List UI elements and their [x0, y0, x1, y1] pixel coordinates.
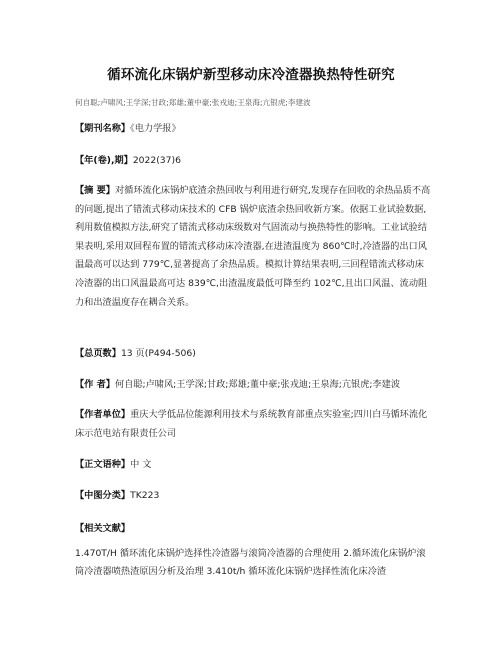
language-label: 【正文语种】 — [75, 459, 131, 470]
pages-label: 【总页数】 — [75, 348, 121, 359]
issue-value: 2022(37)6 — [132, 155, 181, 166]
journal-field — [75, 120, 431, 139]
abstract-field — [75, 182, 431, 312]
authors-field — [75, 376, 431, 395]
authors-value: 何自聪;卢啸风;王学深;甘政;郑雄;董中豪;张戎迪;王泉海;亢银虎;李建波 — [114, 379, 401, 390]
journal-value: 《电力学报》 — [130, 123, 181, 134]
issue-label: 【年(卷),期】 — [75, 155, 133, 166]
classification-field — [75, 487, 431, 506]
classification-value: TK223 — [130, 490, 160, 501]
affiliation-field — [75, 406, 431, 443]
journal-label: 【期刊名称】 — [75, 123, 131, 134]
language-field — [75, 456, 431, 475]
classification-label: 【中图分类】 — [75, 490, 131, 501]
pages-field — [75, 345, 431, 364]
affiliation-label: 【作者单位】 — [75, 409, 131, 420]
pages-value: 13 页(P494-506) — [120, 348, 196, 359]
references-list: 1.470T/H 循环流化床锅炉选择性冷渣器与滚筒冷渣器的合理使用 2.循环流化床锅炉滚筒冷渣器喷热渣原因分析及治理 3.410t/h 循环流化床锅炉选择性流化床冷渣 — [75, 548, 426, 577]
issue-field — [75, 152, 431, 171]
abstract-label: 【摘 要】 — [75, 185, 115, 196]
document-title: 循环流化床锅炉新型移动床冷渣器换热特性研究 — [107, 67, 395, 83]
abstract-value: 对循环流化床锅炉底渣余热回收与利用进行研究,发现存在回收的余热品质不高的问题,提出了错流式移动床技术的 CFB 锅炉底渣余热回收新方案。依据工业试验数据,利用数值模拟方法,研究了错流式移动床级数对气固流动与换热特性的影响。工业试验结果表明,采用双回程布置的错流式移动床冷渣器,在进渣温度为 860℃时,冷渣器的出口风温最高可以达到 779℃,显著提高了余热品质。模拟计算结果表明,三回程错流式移动床冷渣器的出口风温最高可达 839℃,出渣温度最低可降至约 102℃,且出口风温、流动阻力和出渣温度存在耦合关系。 — [75, 185, 431, 308]
affiliation-value: 重庆大学低品位能源利用技术与系统教育部重点实验室;四川白马循环流化床示范电站有限责任公司 — [75, 409, 428, 439]
references-heading: 【相关文献】 — [75, 523, 131, 534]
language-value: 中 文 — [130, 459, 152, 470]
authors-label: 【作 者】 — [75, 379, 115, 390]
authors-line: 何自聪;卢啸风;王学深;甘政;郑雄;董中豪;张戎迪;王泉海;亢银虎;李建波 — [75, 98, 311, 107]
